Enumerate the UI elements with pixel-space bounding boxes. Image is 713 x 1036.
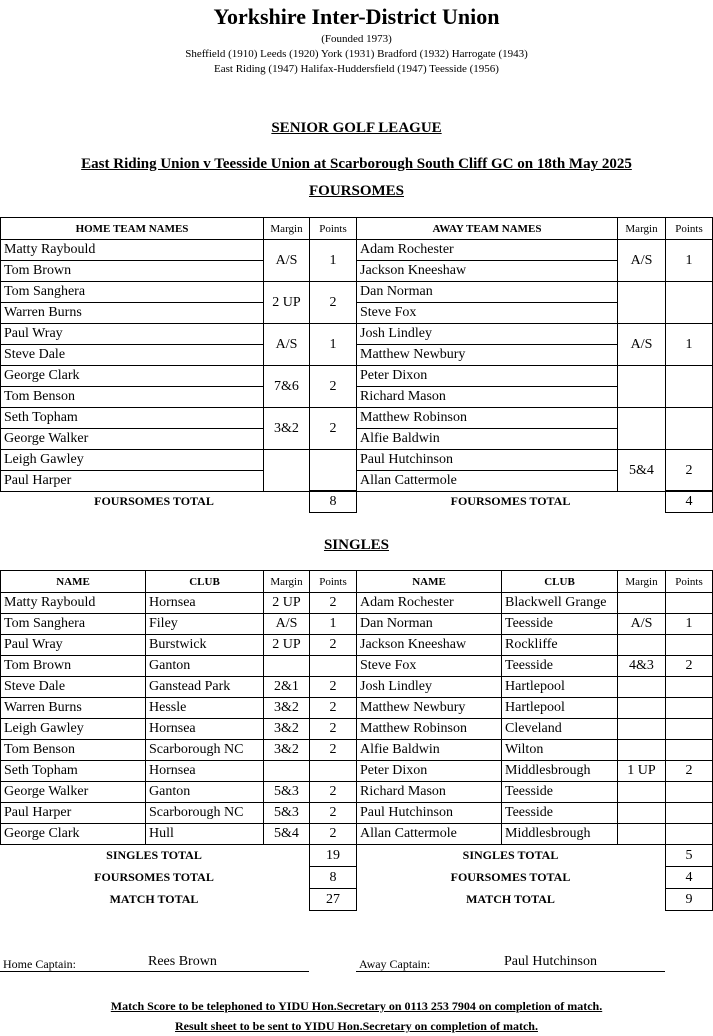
away-player-name: Matthew Robinson <box>357 719 502 740</box>
home-club-name: Filey <box>146 614 264 635</box>
league-title: SENIOR GOLF LEAGUE <box>271 120 442 136</box>
away-captain-name: Paul Hutchinson <box>504 954 597 969</box>
home-player-name: Matty Raybould <box>1 240 264 261</box>
foursomes-row <box>1 240 713 261</box>
away-club-name: Teesside <box>502 656 618 677</box>
home-margin-cell: 2 UP <box>264 593 310 614</box>
home-club-name: Hornsea <box>146 593 264 614</box>
home-points-header: Points <box>310 218 357 240</box>
away-player-name: Allan Cattermole <box>357 824 502 845</box>
home-margin-cell: 3&2 <box>264 408 310 450</box>
away-points-cell <box>666 782 713 803</box>
away-margin-cell <box>618 408 666 450</box>
away-points-cell <box>666 635 713 656</box>
home-margin-cell: 2 UP <box>264 635 310 656</box>
home-club-name: Hornsea <box>146 761 264 782</box>
away-club-name: Cleveland <box>502 719 618 740</box>
home-club-name: Scarborough NC <box>146 740 264 761</box>
away-player-name: Steve Fox <box>357 656 502 677</box>
home-points-cell <box>310 656 357 677</box>
home-points-cell: 2 <box>310 782 357 803</box>
away-club-name: Teesside <box>502 782 618 803</box>
home-points-cell: 2 <box>310 719 357 740</box>
away-player-name: Adam Rochester <box>357 593 502 614</box>
away-player-name: Dan Norman <box>357 282 618 303</box>
home-points-cell: 2 <box>310 803 357 824</box>
away-club-name: Teesside <box>502 803 618 824</box>
home-points-cell: 2 <box>310 282 357 324</box>
away-margin-cell: 1 UP <box>618 761 666 782</box>
away-points-cell <box>666 408 713 450</box>
foursomes-row <box>1 366 713 387</box>
singles-header-row <box>1 571 713 593</box>
foursomes-away-total: 4 <box>665 490 713 513</box>
away-points-cell: 2 <box>666 761 713 782</box>
home-points-cell: 2 <box>310 740 357 761</box>
away-points-cell <box>666 282 713 324</box>
away-captain-label: Away Captain: <box>359 957 431 971</box>
singles-row <box>1 614 713 635</box>
singles-row <box>1 593 713 614</box>
home-club-name: Hessle <box>146 698 264 719</box>
away-margin-cell: A/S <box>618 324 666 366</box>
home-player-name: Matty Raybould <box>1 593 146 614</box>
foursomes-row <box>1 387 713 408</box>
home-player-name: Tom Sanghera <box>1 614 146 635</box>
footer-telephone-note: Match Score to be telephoned to YIDU Hon.Secretary on 0113 253 7904 on completion of match. <box>110 999 603 1013</box>
away-club-name: Wilton <box>502 740 618 761</box>
founded-text: (Founded 1973) <box>321 33 392 45</box>
home-player-name: George Walker <box>1 782 146 803</box>
home-club-name: Hornsea <box>146 719 264 740</box>
singles-total-label-away: SINGLES TOTAL <box>462 848 559 862</box>
away-club-name: Middlesbrough <box>502 761 618 782</box>
away-points-cell <box>666 698 713 719</box>
away-points-cell: 2 <box>666 450 713 492</box>
home-margin-cell: 3&2 <box>264 719 310 740</box>
singles-row <box>1 635 713 656</box>
away-foursomes-total: 4 <box>665 866 713 889</box>
away-margin-cell: 5&4 <box>618 450 666 492</box>
away-club-name: Middlesbrough <box>502 824 618 845</box>
away-margin-cell <box>618 803 666 824</box>
home-player-name: Leigh Gawley <box>1 719 146 740</box>
foursomes-row <box>1 282 713 303</box>
home-player-name: George Clark <box>1 366 264 387</box>
foursomes-total-label-away-summary: FOURSOMES TOTAL <box>450 870 571 884</box>
away-points-cell: 1 <box>666 324 713 366</box>
away-points-header: Points <box>666 218 713 240</box>
away-player-name: Paul Hutchinson <box>357 803 502 824</box>
foursomes-total-label-home: FOURSOMES TOTAL <box>94 494 214 508</box>
home-match-total: 27 <box>309 888 357 911</box>
home-club-name: Ganton <box>146 782 264 803</box>
match-total-label-home: MATCH TOTAL <box>109 892 199 906</box>
home-points-cell: 2 <box>310 408 357 450</box>
foursomes-table <box>0 217 713 492</box>
away-points-cell <box>666 824 713 845</box>
home-player-name: Steve Dale <box>1 345 264 366</box>
home-margin-cell <box>264 450 310 492</box>
foursomes-row <box>1 429 713 450</box>
away-player-name: Matthew Newbury <box>357 345 618 366</box>
home-club-name: Burstwick <box>146 635 264 656</box>
away-player-name: Dan Norman <box>357 614 502 635</box>
away-margin-cell <box>618 282 666 324</box>
home-captain-label: Home Captain: <box>3 957 76 971</box>
home-player-name: Paul Harper <box>1 803 146 824</box>
away-player-name: Matthew Robinson <box>357 408 618 429</box>
home-player-name: Seth Topham <box>1 761 146 782</box>
home-player-name: George Walker <box>1 429 264 450</box>
away-points-cell: 1 <box>666 240 713 282</box>
away-player-name: Alfie Baldwin <box>357 429 618 450</box>
away-player-name: Jackson Kneeshaw <box>357 635 502 656</box>
away-margin-cell <box>618 740 666 761</box>
home-margin-cell <box>264 761 310 782</box>
footer-result-note: Result sheet to be sent to YIDU Hon.Secretary on completion of match. <box>175 1019 538 1033</box>
away-points-cell <box>666 719 713 740</box>
away-margin-header: Margin <box>618 218 666 240</box>
away-points-cell <box>666 593 713 614</box>
home-player-name: Tom Sanghera <box>1 282 264 303</box>
home-margin-cell <box>264 656 310 677</box>
away-player-name: Steve Fox <box>357 303 618 324</box>
districts-line-1: Sheffield (1910) Leeds (1920) York (1931) Bradford (1932) Harrogate (1943) <box>185 48 528 60</box>
home-club-name: Scarborough NC <box>146 803 264 824</box>
home-margin-cell: 3&2 <box>264 698 310 719</box>
away-margin-cell: 4&3 <box>618 656 666 677</box>
home-club-name: Hull <box>146 824 264 845</box>
home-team-names-header: HOME TEAM NAMES <box>1 218 264 240</box>
away-name-header: NAME <box>357 571 502 593</box>
home-points-cell: 2 <box>310 593 357 614</box>
home-player-name: Paul Wray <box>1 324 264 345</box>
home-points-cell <box>310 761 357 782</box>
away-player-name: Alfie Baldwin <box>357 740 502 761</box>
foursomes-heading: FOURSOMES <box>308 183 404 199</box>
home-player-name: Paul Harper <box>1 471 264 492</box>
singles-row <box>1 719 713 740</box>
away-margin-cell <box>618 824 666 845</box>
home-points-cell: 2 <box>310 366 357 408</box>
singles-row <box>1 656 713 677</box>
home-player-name: Steve Dale <box>1 677 146 698</box>
home-margin-cell: 2&1 <box>264 677 310 698</box>
away-player-name: Paul Hutchinson <box>357 450 618 471</box>
foursomes-row <box>1 408 713 429</box>
home-club-header: CLUB <box>146 571 264 593</box>
singles-total-label-home: SINGLES TOTAL <box>106 848 202 862</box>
home-club-name: Ganton <box>146 656 264 677</box>
away-player-name: Adam Rochester <box>357 240 618 261</box>
home-margin-header: Margin <box>264 218 310 240</box>
home-points-cell: 2 <box>310 698 357 719</box>
away-player-name: Richard Mason <box>357 387 618 408</box>
away-club-header: CLUB <box>502 571 618 593</box>
away-club-name: Teesside <box>502 614 618 635</box>
home-player-name: Leigh Gawley <box>1 450 264 471</box>
home-player-name: Tom Brown <box>1 261 264 282</box>
singles-row <box>1 677 713 698</box>
home-points-header: Points <box>310 571 357 593</box>
singles-row <box>1 782 713 803</box>
foursomes-row <box>1 324 713 345</box>
away-points-cell: 2 <box>666 656 713 677</box>
singles-table <box>0 570 713 845</box>
away-margin-cell <box>618 593 666 614</box>
away-margin-cell: A/S <box>618 614 666 635</box>
home-margin-cell: 5&3 <box>264 782 310 803</box>
away-player-name: Matthew Newbury <box>357 698 502 719</box>
away-margin-cell <box>618 635 666 656</box>
away-points-cell <box>666 366 713 408</box>
away-margin-cell <box>618 677 666 698</box>
home-margin-cell: A/S <box>264 324 310 366</box>
home-player-name: Seth Topham <box>1 408 264 429</box>
home-points-cell: 1 <box>310 614 357 635</box>
home-points-cell: 1 <box>310 324 357 366</box>
home-margin-header: Margin <box>264 571 310 593</box>
foursomes-row <box>1 261 713 282</box>
away-singles-total: 5 <box>665 844 713 867</box>
singles-row <box>1 740 713 761</box>
home-player-name: Tom Brown <box>1 656 146 677</box>
away-margin-cell <box>618 719 666 740</box>
away-margin-cell: A/S <box>618 240 666 282</box>
home-player-name: Paul Wray <box>1 635 146 656</box>
home-player-name: Tom Benson <box>1 387 264 408</box>
match-total-label-away: MATCH TOTAL <box>466 892 555 906</box>
away-player-name: Peter Dixon <box>357 761 502 782</box>
away-club-name: Rockliffe <box>502 635 618 656</box>
singles-heading: SINGLES <box>323 537 390 553</box>
home-singles-total: 19 <box>309 844 357 867</box>
home-captain-name: Rees Brown <box>148 954 217 969</box>
districts-line-2: East Riding (1947) Halifax-Huddersfield (1947) Teesside (1956) <box>214 63 499 75</box>
away-margin-cell <box>618 698 666 719</box>
home-player-name: Warren Burns <box>1 303 264 324</box>
foursomes-row <box>1 471 713 492</box>
away-points-cell: 1 <box>666 614 713 635</box>
away-margin-header: Margin <box>618 571 666 593</box>
foursomes-total-label-home-summary: FOURSOMES TOTAL <box>94 870 214 884</box>
away-player-name: Josh Lindley <box>357 677 502 698</box>
away-club-name: Blackwell Grange <box>502 593 618 614</box>
away-player-name: Peter Dixon <box>357 366 618 387</box>
away-margin-cell <box>618 782 666 803</box>
foursomes-row <box>1 303 713 324</box>
foursomes-row <box>1 345 713 366</box>
home-points-cell: 2 <box>310 635 357 656</box>
home-foursomes-total: 8 <box>309 866 357 889</box>
singles-row <box>1 803 713 824</box>
home-margin-cell: A/S <box>264 240 310 282</box>
home-margin-cell: 5&3 <box>264 803 310 824</box>
away-points-header: Points <box>666 571 713 593</box>
away-player-name: Allan Cattermole <box>357 471 618 492</box>
home-points-cell: 2 <box>310 677 357 698</box>
away-points-cell <box>666 803 713 824</box>
away-club-name: Hartlepool <box>502 677 618 698</box>
singles-row <box>1 761 713 782</box>
home-name-header: NAME <box>1 571 146 593</box>
home-captain-line <box>0 971 309 972</box>
home-player-name: Warren Burns <box>1 698 146 719</box>
away-team-names-header: AWAY TEAM NAMES <box>357 218 618 240</box>
foursomes-row <box>1 450 713 471</box>
away-captain-line <box>356 971 665 972</box>
away-points-cell <box>666 740 713 761</box>
home-points-cell: 1 <box>310 240 357 282</box>
foursomes-home-total: 8 <box>309 490 357 513</box>
home-margin-cell: 2 UP <box>264 282 310 324</box>
singles-row <box>1 698 713 719</box>
foursomes-total-label-away: FOURSOMES TOTAL <box>450 494 571 508</box>
home-margin-cell: A/S <box>264 614 310 635</box>
home-margin-cell: 5&4 <box>264 824 310 845</box>
foursomes-header-row <box>1 218 713 240</box>
away-margin-cell <box>618 366 666 408</box>
home-points-cell <box>310 450 357 492</box>
match-title: East Riding Union v Teesside Union at Scarborough South Cliff GC on 18th May 2025 <box>81 156 632 172</box>
away-match-total: 9 <box>665 888 713 911</box>
home-margin-cell: 7&6 <box>264 366 310 408</box>
home-margin-cell: 3&2 <box>264 740 310 761</box>
away-points-cell <box>666 677 713 698</box>
home-points-cell: 2 <box>310 824 357 845</box>
home-player-name: George Clark <box>1 824 146 845</box>
away-player-name: Josh Lindley <box>357 324 618 345</box>
away-player-name: Richard Mason <box>357 782 502 803</box>
union-title: Yorkshire Inter-District Union <box>213 4 500 29</box>
home-club-name: Ganstead Park <box>146 677 264 698</box>
singles-row <box>1 824 713 845</box>
home-player-name: Tom Benson <box>1 740 146 761</box>
away-club-name: Hartlepool <box>502 698 618 719</box>
away-player-name: Jackson Kneeshaw <box>357 261 618 282</box>
